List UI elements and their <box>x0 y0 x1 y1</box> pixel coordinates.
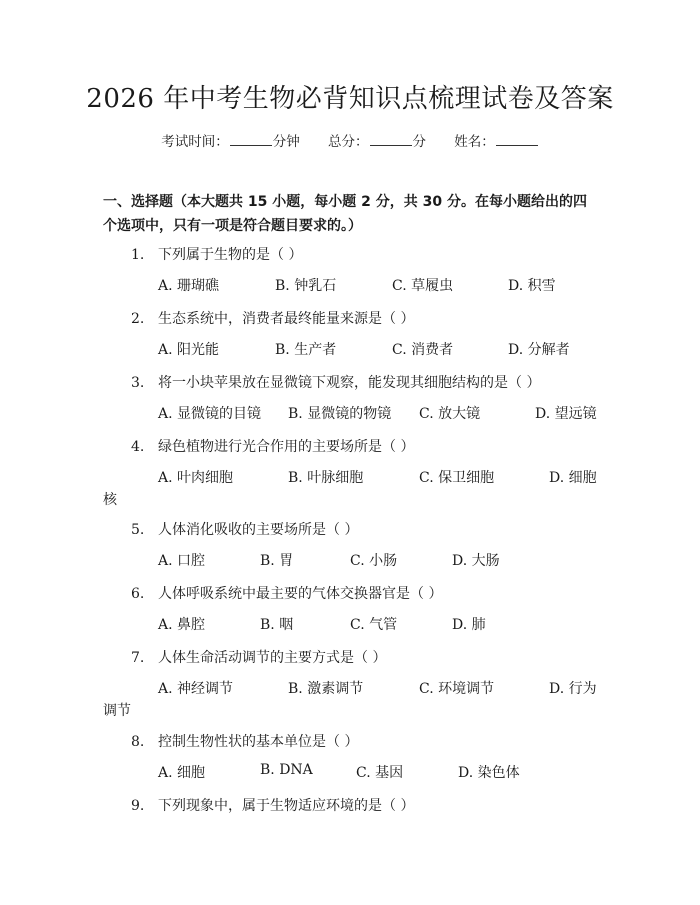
question-number: 9. <box>131 798 145 814</box>
question <box>131 372 540 392</box>
option: D. 大肠 <box>452 553 500 569</box>
option: C. 草履虫 <box>392 278 454 294</box>
option: B. DNA <box>260 762 313 778</box>
question-text: 生态系统中，消费者最终能量来源是（ ） <box>158 311 415 327</box>
score-unit: 分 <box>412 134 426 150</box>
option: D. 染色体 <box>458 765 520 781</box>
option: C. 小肠 <box>350 553 398 569</box>
option: B. 生产者 <box>275 342 337 358</box>
question <box>131 795 414 815</box>
question-text: 下列现象中，属于生物适应环境的是（ ） <box>158 798 415 814</box>
section-heading: 一、选择题（本大题共 15 小题，每小题 2 分，共 30 分。在每小题给出的四个选项中，只有一项是符合题目要求的。） <box>103 194 587 234</box>
page-title: 2026 年中考生物必背知识点梳理试卷及答案 <box>86 84 614 114</box>
time-blank <box>230 133 272 146</box>
question-number: 4. <box>131 439 145 455</box>
option: A. 叶肉细胞 <box>158 470 234 486</box>
option-wrap: 调节 <box>103 703 131 719</box>
option: A. 显微镜的目镜 <box>158 406 262 422</box>
option: D. 细胞 <box>549 470 597 486</box>
option: A. 珊瑚礁 <box>158 278 220 294</box>
option: A. 神经调节 <box>158 681 234 697</box>
time-field <box>161 134 304 150</box>
option-wrap: 核 <box>103 492 117 508</box>
option: C. 消费者 <box>392 342 454 358</box>
option: A. 阳光能 <box>158 342 220 358</box>
question-text: 将一小块苹果放在显微镜下观察，能发现其细胞结构的是（ ） <box>158 375 541 391</box>
option: D. 分解者 <box>508 342 570 358</box>
option: B. 钟乳石 <box>275 278 337 294</box>
option: B. 显微镜的物镜 <box>288 406 392 422</box>
time-label: 考试时间： <box>161 134 229 150</box>
question-number: 6. <box>131 586 145 602</box>
option: A. 细胞 <box>158 765 206 781</box>
question <box>131 583 442 603</box>
question <box>131 308 414 328</box>
option: B. 激素调节 <box>288 681 364 697</box>
question-text: 绿色植物进行光合作用的主要场所是（ ） <box>158 439 415 455</box>
exam-meta <box>0 130 700 150</box>
question <box>131 647 386 667</box>
name-blank <box>496 133 538 146</box>
question-number: 8. <box>131 734 145 750</box>
option: D. 积雪 <box>508 278 556 294</box>
name-label: 姓名： <box>454 134 495 150</box>
question <box>131 519 358 539</box>
question-number: 1. <box>131 247 145 263</box>
question-text: 人体生命活动调节的主要方式是（ ） <box>158 650 387 666</box>
option: D. 望远镜 <box>535 406 597 422</box>
question <box>131 244 302 264</box>
option: B. 胃 <box>260 553 294 569</box>
option: C. 气管 <box>350 617 398 633</box>
option: D. 肺 <box>452 617 486 633</box>
question-number: 7. <box>131 650 145 666</box>
option: B. 叶脉细胞 <box>288 470 364 486</box>
question-text: 人体呼吸系统中最主要的气体交换器官是（ ） <box>158 586 443 602</box>
option: C. 放大镜 <box>419 406 481 422</box>
option: C. 环境调节 <box>419 681 495 697</box>
question <box>131 436 414 456</box>
option: A. 鼻腔 <box>158 617 206 633</box>
option: A. 口腔 <box>158 553 206 569</box>
question-number: 2. <box>131 311 145 327</box>
score-label: 总分： <box>328 134 369 150</box>
name-field <box>454 134 539 150</box>
question-text: 控制生物性状的基本单位是（ ） <box>158 734 359 750</box>
score-field <box>328 134 430 150</box>
question <box>131 731 358 751</box>
option: C. 保卫细胞 <box>419 470 495 486</box>
question-text: 人体消化吸收的主要场所是（ ） <box>158 522 359 538</box>
score-blank <box>370 133 412 146</box>
option: B. 咽 <box>260 617 294 633</box>
time-unit: 分钟 <box>272 134 300 150</box>
question-number: 3. <box>131 375 145 391</box>
question-text: 下列属于生物的是（ ） <box>158 247 303 263</box>
option: D. 行为 <box>549 681 597 697</box>
option: C. 基因 <box>356 765 404 781</box>
question-number: 5. <box>131 522 145 538</box>
